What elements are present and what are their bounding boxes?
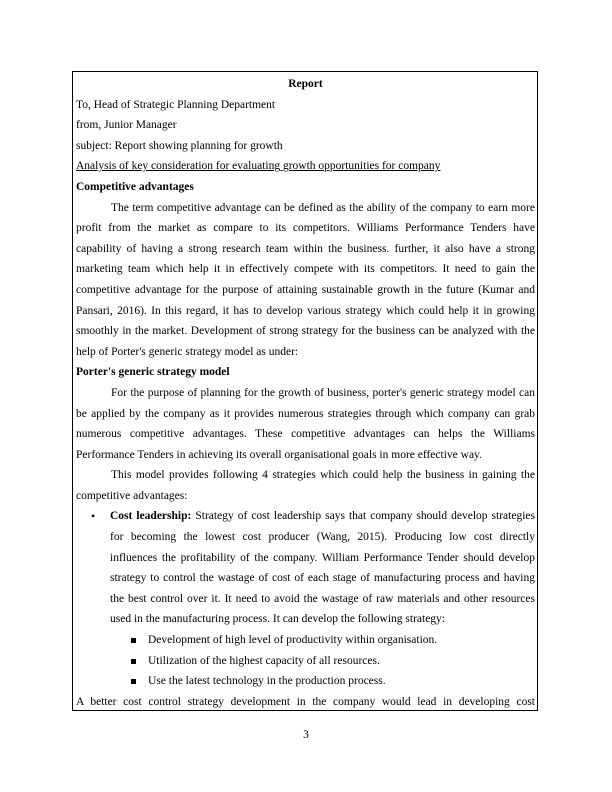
report-content-box xyxy=(72,71,538,711)
cost-leadership-sublist xyxy=(110,630,535,692)
report-subject-line: subject: Report showing planning for growth xyxy=(76,139,283,152)
page-number: 3 xyxy=(303,729,309,741)
competitive-advantages-heading: Competitive advantages xyxy=(76,180,194,193)
report-from-line: from, Junior Manager xyxy=(76,119,177,132)
sublist-item: Development of high level of productivity within organisation. xyxy=(148,630,535,651)
analysis-heading: Analysis of key consideration for evaluating growth opportunities for company xyxy=(76,160,441,173)
sublist-item: Use the latest technology in the production process. xyxy=(148,671,535,692)
strategy-list xyxy=(76,506,535,691)
sublist-item: Utilization of the highest capacity of all resources. xyxy=(148,651,535,672)
competitive-advantages-paragraph: The term competitive advantage can be defined as the ability of the company to earn more profit from the market as compare to its competitors. Williams Performance Tenders have capability of having a strong research team within the business. further, it also have a strong marketing team which help it in effectively compete with its competitors. It need to gain the competitive advantage for the purpose of attaining sustainable growth in the future (Kumar and Pansari, 2016). In this regard, it has to develop various strategy which could help it in growing smoothly in the market. Development of strong strategy for the business can be analyzed with the help of Porter's generic strategy model as under: xyxy=(76,201,535,358)
report-to-line: To, Head of Strategic Planning Department xyxy=(76,98,276,111)
porter-model-paragraph-2: This model provides following 4 strategies which could help the business in gaining the competitive advantages: xyxy=(76,469,535,502)
cost-leadership-text: Strategy of cost leadership says that company should develop strategies for becoming the lowest cost producer (Wang, 2015). Producing low cost directly influences the profitability of the company. William Performance Tender should develop strategy to control the wastage of cost of each stage of manufacturing process and having the best control over it. It need to avoid the wastage of raw materials and other resources used in the manufacturing process. It can develop the following strategy: xyxy=(110,510,535,626)
cost-leadership-label: Cost leadership: xyxy=(110,510,192,523)
report-title: Report xyxy=(288,78,323,90)
closing-paragraph: A better cost control strategy development in the company would lead in developing cost xyxy=(76,695,535,708)
porter-model-heading: Porter's generic strategy model xyxy=(76,366,230,379)
list-item-cost-leadership xyxy=(110,506,535,691)
porter-model-paragraph-1: For the purpose of planning for the growth of business, porter's generic strategy model can be applied by the company as it provides numerous strategies through which company can grab numerous competitive advantages. These competitive advantages can helps the Williams Performance Tenders in achieving its overall organisational goals in more effective way. xyxy=(76,386,535,461)
